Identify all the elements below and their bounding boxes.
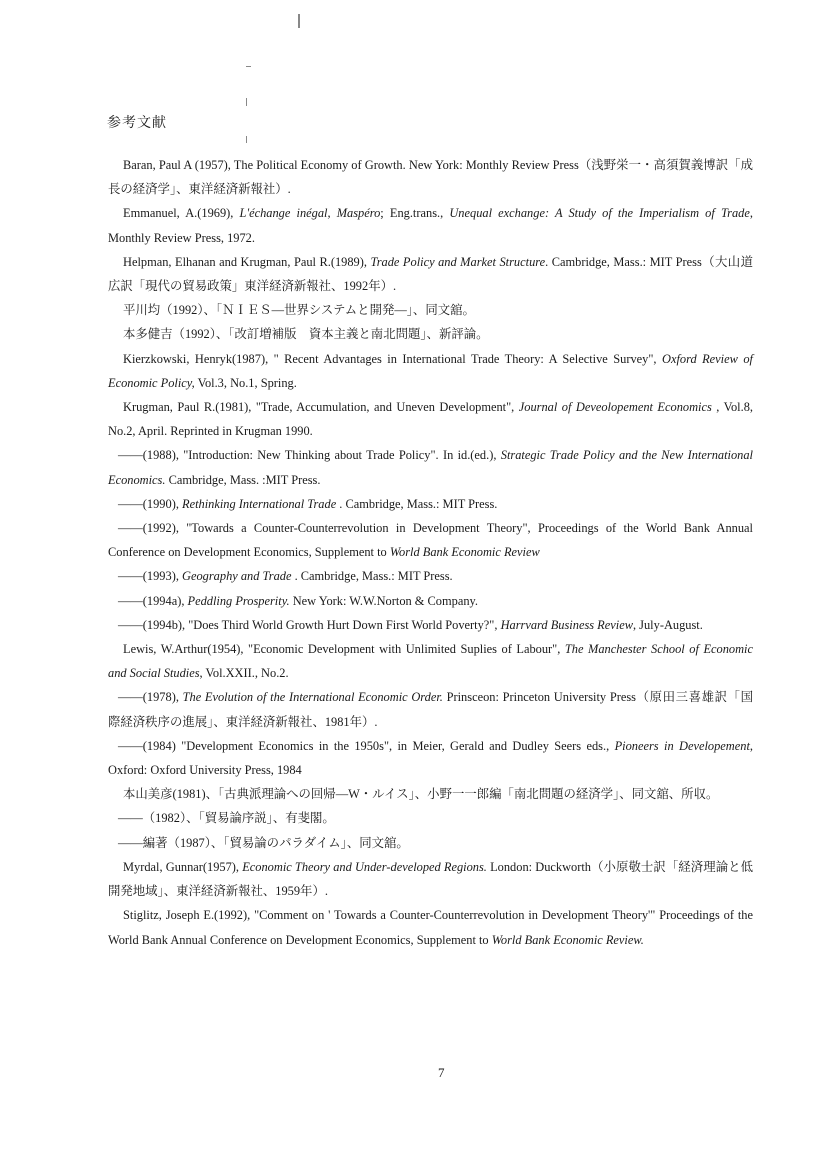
reference-entry [108, 806, 753, 830]
references-heading: 参考文献 [107, 116, 167, 131]
reference-entry [108, 395, 753, 443]
reference-text: New York: W.W.Norton & Company. [289, 593, 479, 608]
reference-title-italic: Harrvard Business Review [500, 617, 633, 632]
reference-text: 本多健吉（1992）、「改訂増補版 資本主義と南北問題」、新評論。 [123, 327, 489, 342]
reference-text: Cambridge, Mass. :MIT Press. [165, 472, 321, 487]
reference-entry [108, 298, 753, 322]
reference-title-italic: Unequal exchange: A Study of the Imperialism of Trade [449, 206, 750, 221]
reference-title-italic: Pioneers in Developement [614, 738, 750, 753]
scan-speck [246, 66, 251, 67]
reference-entry [108, 322, 753, 346]
reference-text: ――(1994b), "Does Third World Growth Hurt Down First World Poverty?", [118, 617, 501, 632]
reference-text: , Vol.XXII., No.2. [199, 666, 289, 681]
reference-text: 平川均（1992）、「ＮＩＥＳ―世界システムと開発―」、同文舘。 [123, 303, 475, 318]
reference-text: ――(1990), [118, 496, 183, 511]
reference-title-italic: Geography and Trade [182, 569, 292, 584]
reference-text: Stiglitz, Joseph E.(1992), "Comment on ' Towards a Counter-Counterrevolution in Development Theory'" Proceedings of the World Bank Annual Conference on Development Economics, Supplement to [108, 908, 753, 947]
page-number: 7 [438, 1065, 445, 1080]
reference-text: ――(1984) "Development Economics in the 1950s", in Meier, Gerald and Dudley Seers eds., [118, 738, 615, 753]
reference-text: , Vol.8, No.2, April. Reprinted in Krugman 1990. [108, 400, 754, 439]
reference-text: . Cambridge, Mass.: MIT Press. [336, 496, 498, 511]
reference-text: ――(1994a), [118, 593, 188, 608]
reference-entry [108, 153, 753, 201]
reference-text: ; Eng.trans., [380, 206, 450, 221]
reference-entry [108, 734, 753, 782]
reference-text: Krugman, Paul R.(1981), "Trade, Accumulation, and Uneven Development", [123, 400, 519, 415]
reference-entry [108, 782, 753, 806]
scan-speck [298, 14, 300, 28]
reference-text: . Cambridge, Mass.: MIT Press（大山道広訳「現代の貿易政策」東洋経済新報社、1992年）. [108, 254, 754, 294]
reference-list [108, 153, 753, 952]
reference-title-italic: Economic Theory and Under-developed Regions. [242, 859, 487, 874]
reference-entry [108, 637, 753, 685]
reference-text: . Cambridge, Mass.: MIT Press. [291, 569, 453, 584]
reference-entry [108, 443, 753, 491]
scan-speck [246, 98, 247, 106]
reference-title-italic: L'échange inégal, Maspéro [239, 206, 381, 221]
scan-speck [246, 136, 247, 143]
reference-title-italic: Rethinking International Trade [182, 496, 337, 511]
reference-text: Prinsceon: Princeton University Press（原田三喜雄訳「国際経済秩序の進展」、東洋経済新報社、1981年）. [108, 690, 753, 729]
reference-text: , Monthly Review Press, 1972. [108, 206, 753, 245]
reference-entry [108, 685, 753, 733]
reference-text: ――(1993), [118, 569, 183, 584]
reference-title-italic: World Bank Economic Review. [491, 932, 644, 947]
reference-title-italic: Peddling Prosperity. [187, 593, 290, 608]
reference-title-italic: Strategic Trade Policy and the New International Economics. [108, 448, 753, 487]
reference-text: London: Duckworth（小原敬士訳「経済理論と低開発地域」、東洋経済新報社、1959年）. [108, 859, 754, 899]
reference-text: ――(1992), "Towards a Counter-Counterrevolution in Development Theory", Proceedings of the World Bank Annual Conference on Development Economics, Supplement to [108, 521, 753, 560]
reference-text: Kierzkowski, Henryk(1987), " Recent Advantages in International Trade Theory: A Selective Survey", [123, 351, 662, 366]
reference-text: Baran, Paul A (1957), The Political Economy of Growth. New York: Monthly Review Press（浅野栄一・高須賀義博訳「成長の経済学」、東洋経済新報社）. [108, 158, 753, 197]
reference-entry [108, 201, 753, 249]
reference-title-italic: The Manchester School of Economic and Social Studies [108, 642, 754, 681]
reference-text: , Oxford: Oxford University Press, 1984 [108, 738, 753, 778]
reference-entry [108, 589, 753, 613]
reference-entry [108, 613, 753, 637]
reference-title-italic: World Bank Economic Review [389, 545, 540, 560]
reference-text: 本山美彦(1981)、「古典派理論への回帰―W・ルイス」、小野一一郎編「南北問題の経済学」、同文舘、所収。 [123, 787, 719, 802]
reference-title-italic: Oxford Review of Economic Policy, [108, 351, 753, 390]
reference-entry [108, 250, 753, 298]
reference-title-italic: The Evolution of the International Economic Order. [182, 690, 443, 705]
reference-text: Myrdal, Gunnar(1957), [123, 859, 243, 874]
reference-entry [108, 855, 753, 903]
reference-text: ――（1982）、「貿易論序説」、有斐閣。 [118, 811, 335, 826]
reference-text: ――編著（1987）、「貿易論のパラダイム」、同文舘。 [118, 835, 409, 850]
reference-title-italic: Journal of Deveolopement Economics [518, 400, 712, 415]
reference-text: ――(1978), [118, 690, 183, 705]
reference-text: Helpman, Elhanan and Krugman, Paul R.(1989), [123, 254, 371, 269]
reference-entry [108, 831, 753, 855]
reference-entry [108, 564, 753, 588]
reference-text: ――(1988), "Introduction: New Thinking about Trade Policy". In id.(ed.), [118, 448, 501, 463]
reference-entry [108, 492, 753, 516]
reference-text: Lewis, W.Arthur(1954), "Economic Development with Unlimited Suplies of Labour", [123, 642, 565, 657]
reference-text: Emmanuel, A.(1969), [123, 206, 240, 221]
reference-entry [108, 516, 753, 564]
reference-entry [108, 903, 753, 951]
reference-entry [108, 347, 753, 395]
reference-text: Vol.3, No.1, Spring. [194, 375, 297, 390]
reference-title-italic: Trade Policy and Market Structure [370, 254, 546, 269]
reference-text: , July-August. [632, 617, 703, 632]
